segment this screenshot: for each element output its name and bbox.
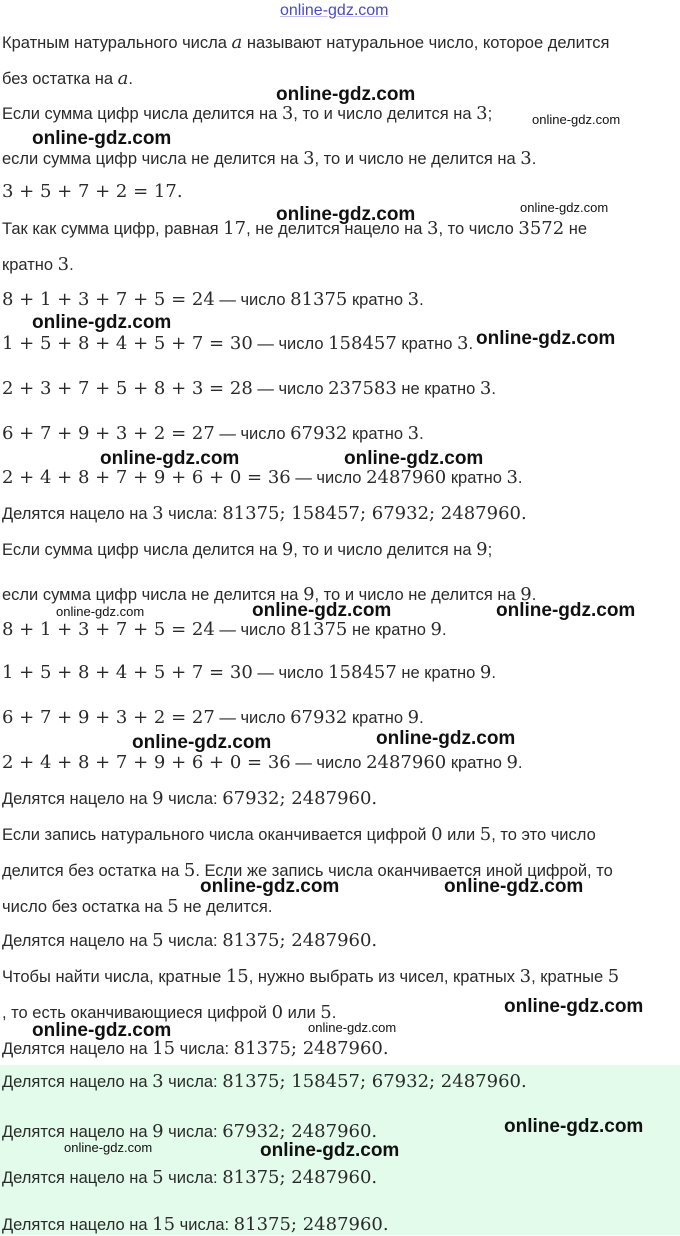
text-span: — число bbox=[214, 291, 291, 309]
text-span: кратно bbox=[347, 709, 408, 727]
math-expression: 3 bbox=[281, 103, 294, 124]
math-expression: 67932; 2487960. bbox=[222, 1121, 378, 1142]
math-expression: 5 bbox=[607, 966, 620, 987]
text-span: число без остатка на bbox=[2, 898, 168, 916]
math-expression: 2 + 4 + 8 + 7 + 9 + 6 + 0 = 36 bbox=[2, 752, 291, 773]
text-span: не делится. bbox=[178, 898, 273, 916]
text-span: Если сумма цифр числа делится на bbox=[2, 105, 282, 123]
watermark-text: online-gdz.com bbox=[504, 996, 644, 1017]
text-span: ; bbox=[487, 541, 493, 559]
solution-line bbox=[2, 148, 678, 170]
math-expression: 81375; 2487960. bbox=[222, 1167, 378, 1188]
math-expression: 6 + 7 + 9 + 3 + 2 = 27 bbox=[2, 707, 215, 728]
math-expression: 3 + 5 + 7 + 2 = 17. bbox=[2, 181, 183, 202]
text-span: , не делится нацело на bbox=[246, 220, 427, 238]
text-span: . bbox=[419, 291, 424, 309]
text-span: . bbox=[441, 621, 447, 639]
text-span: Если сумма цифр числа делится на bbox=[2, 541, 282, 559]
math-expression: 3 bbox=[407, 423, 420, 444]
math-expression: 9 bbox=[520, 584, 532, 605]
math-expression: 3 bbox=[152, 503, 164, 524]
text-span: кратно bbox=[347, 291, 408, 309]
math-expression: 67932; 2487960. bbox=[222, 788, 378, 809]
text-span: Делятся нацело на bbox=[2, 932, 153, 950]
text-span: , то и число не делится на bbox=[314, 150, 521, 168]
watermark-text: online-gdz.com bbox=[496, 600, 636, 621]
text-span: или bbox=[442, 826, 480, 844]
text-span: ; bbox=[487, 105, 493, 123]
text-span: или bbox=[283, 1004, 321, 1022]
solution-line bbox=[2, 378, 678, 400]
solution-line bbox=[2, 619, 678, 641]
math-expression: 5 bbox=[479, 824, 492, 845]
text-span: , то и число не делится на bbox=[314, 586, 521, 604]
math-expression: 9 bbox=[303, 584, 315, 605]
math-expression: 81375; 158457; 67932; 2487960. bbox=[222, 1071, 527, 1092]
math-expression: 8 + 1 + 3 + 7 + 5 = 24 bbox=[2, 289, 215, 310]
solution-line bbox=[2, 662, 678, 684]
math-expression: 3 bbox=[479, 378, 492, 399]
text-span: Так как сумма цифр, равная bbox=[2, 220, 224, 238]
solution-line bbox=[2, 930, 678, 952]
text-span: Делятся нацело на bbox=[2, 1040, 153, 1058]
text-span: Делятся нацело на bbox=[2, 505, 153, 523]
watermark-text: online-gdz.com bbox=[276, 204, 416, 225]
math-expression: 1 + 5 + 8 + 4 + 5 + 7 = 30 bbox=[2, 662, 253, 683]
text-span: кратно bbox=[347, 425, 408, 443]
text-span: не кратно bbox=[396, 380, 480, 398]
text-span: . bbox=[69, 256, 74, 274]
text-span: Делятся нацело на bbox=[2, 1216, 153, 1234]
text-span: кратно bbox=[446, 469, 507, 487]
math-expression: 9 bbox=[407, 707, 420, 728]
text-span: , нужно выбрать из чисел, кратных bbox=[248, 968, 520, 986]
solution-line bbox=[2, 788, 678, 810]
math-expression: 81375; 2487960. bbox=[233, 1214, 389, 1235]
text-span: , то и число делится на bbox=[293, 105, 477, 123]
math-expression: 15 bbox=[152, 1038, 176, 1059]
watermark-text: online-gdz.com bbox=[504, 1116, 644, 1137]
math-expression: 9 bbox=[479, 662, 492, 683]
math-expression: 9 bbox=[152, 1121, 164, 1142]
math-expression: 2 + 3 + 7 + 5 + 8 + 3 = 28 bbox=[2, 378, 253, 399]
math-expression: 81375 bbox=[290, 289, 348, 310]
math-expression: 2487960 bbox=[366, 467, 447, 488]
math-expression: 5 bbox=[152, 1167, 164, 1188]
math-expression: 9 bbox=[506, 752, 518, 773]
math-expression: 3 bbox=[303, 148, 315, 169]
watermark-text: online-gdz.com bbox=[56, 604, 145, 619]
text-span: числа: bbox=[163, 1073, 223, 1091]
text-span: Делятся нацело на bbox=[2, 1123, 153, 1141]
text-span: не кратно bbox=[396, 664, 480, 682]
text-span: , то число bbox=[438, 220, 519, 238]
solution-line bbox=[2, 824, 678, 846]
text-span: . bbox=[531, 150, 537, 168]
text-span: — число bbox=[290, 754, 367, 772]
text-span: , кратные bbox=[531, 968, 608, 986]
watermark-text: online-gdz.com bbox=[344, 448, 484, 469]
text-span: — число bbox=[214, 621, 291, 639]
text-span: числа: bbox=[163, 790, 223, 808]
text-span: . bbox=[517, 469, 523, 487]
math-expression: 81375; 2487960. bbox=[233, 1038, 389, 1059]
watermark-text: online-gdz.com bbox=[280, 2, 389, 19]
text-span: без остатка на bbox=[2, 70, 118, 88]
text-span: , то это число bbox=[491, 826, 596, 844]
text-span: числа: bbox=[163, 505, 223, 523]
math-expression: 1 + 5 + 8 + 4 + 5 + 7 = 30 bbox=[2, 333, 253, 354]
text-span: делится без остатка на bbox=[2, 862, 184, 880]
math-expression: 8 + 1 + 3 + 7 + 5 = 24 bbox=[2, 619, 215, 640]
math-expression: 15 bbox=[225, 966, 249, 987]
text-span: . bbox=[128, 70, 133, 88]
math-expression: 5 bbox=[152, 930, 164, 951]
text-span: числа: bbox=[175, 1216, 234, 1234]
solution-line bbox=[2, 707, 678, 729]
math-expression: 9 bbox=[281, 539, 294, 560]
text-span: , то и число делится на bbox=[293, 541, 477, 559]
text-span: кратно bbox=[2, 256, 58, 274]
text-span: Делятся нацело на bbox=[2, 790, 153, 808]
text-span: — число bbox=[252, 664, 329, 682]
math-expression: 81375; 158457; 67932; 2487960. bbox=[222, 503, 527, 524]
math-expression: 5 bbox=[167, 896, 179, 917]
text-span: . bbox=[419, 425, 424, 443]
solution-line bbox=[2, 539, 678, 561]
solution-line bbox=[2, 423, 678, 445]
watermark-text: online-gdz.com bbox=[32, 128, 172, 149]
math-expression: 3 bbox=[457, 333, 469, 354]
text-span: . bbox=[517, 754, 523, 772]
text-span: . bbox=[419, 709, 424, 727]
text-span: , то есть оканчивающиеся цифрой bbox=[2, 1004, 272, 1022]
solution-line bbox=[2, 32, 678, 54]
math-expression: 9 bbox=[430, 619, 442, 640]
math-expression: 81375 bbox=[290, 619, 348, 640]
text-span: числа: bbox=[163, 1123, 223, 1141]
text-span: . bbox=[531, 586, 537, 604]
math-expression: a bbox=[231, 32, 243, 53]
math-expression: 67932 bbox=[290, 707, 348, 728]
text-span: называют натуральное число, которое делится bbox=[242, 34, 610, 52]
text-span: кратно bbox=[446, 754, 507, 772]
text-span: числа: bbox=[163, 932, 223, 950]
watermark-text: online-gdz.com bbox=[100, 448, 240, 469]
math-expression: 9 bbox=[476, 539, 488, 560]
math-expression: 3572 bbox=[518, 218, 565, 239]
math-expression: 0 bbox=[271, 1002, 284, 1023]
text-span: — число bbox=[290, 469, 367, 487]
text-span: Чтобы найти числа, кратные bbox=[2, 968, 226, 986]
text-span: числа: bbox=[175, 1040, 234, 1058]
text-span: . bbox=[491, 664, 496, 682]
solution-line bbox=[2, 467, 678, 489]
watermark-text: online-gdz.com bbox=[260, 1140, 400, 1161]
math-expression: 3 bbox=[476, 103, 488, 124]
solution-line bbox=[2, 254, 678, 276]
watermark-text: online-gdz.com bbox=[64, 1140, 153, 1155]
math-expression: 0 bbox=[431, 824, 443, 845]
text-span: если сумма цифр числа не делится на bbox=[2, 586, 304, 604]
math-expression: 158457 bbox=[328, 662, 397, 683]
math-expression: 3 bbox=[57, 254, 70, 275]
math-expression: 17 bbox=[223, 218, 247, 239]
text-span: Делятся нацело на bbox=[2, 1073, 153, 1091]
solution-line bbox=[2, 289, 678, 311]
math-expression: 237583 bbox=[328, 378, 397, 399]
watermark-text: online-gdz.com bbox=[276, 84, 416, 105]
math-expression: 3 bbox=[152, 1071, 164, 1092]
text-span: Если запись натурального числа оканчивается цифрой bbox=[2, 826, 432, 844]
math-expression: 3 bbox=[407, 289, 420, 310]
answer-line bbox=[2, 1071, 678, 1093]
watermark-text: online-gdz.com bbox=[200, 876, 340, 897]
text-span: если сумма цифр числа не делится на bbox=[2, 150, 304, 168]
math-expression: 5 bbox=[320, 1002, 332, 1023]
text-span: Делятся нацело на bbox=[2, 1169, 153, 1187]
text-span: не кратно bbox=[347, 621, 431, 639]
math-expression: 3 bbox=[519, 966, 532, 987]
math-expression: a bbox=[117, 68, 129, 89]
math-expression: 2487960 bbox=[366, 752, 447, 773]
text-span: . bbox=[468, 335, 474, 353]
watermark-text: online-gdz.com bbox=[532, 112, 621, 127]
math-expression: 3 bbox=[520, 148, 532, 169]
math-expression: 15 bbox=[152, 1214, 176, 1235]
watermark-text: online-gdz.com bbox=[308, 1020, 397, 1035]
text-span: — число bbox=[252, 380, 329, 398]
text-span: числа: bbox=[163, 1169, 223, 1187]
solution-line bbox=[2, 752, 678, 774]
solution-line bbox=[2, 503, 678, 525]
solution-line bbox=[2, 896, 678, 918]
watermark-text: online-gdz.com bbox=[32, 1020, 172, 1041]
math-expression: 67932 bbox=[290, 423, 348, 444]
math-expression: 81375; 2487960. bbox=[222, 930, 378, 951]
solution-line bbox=[2, 966, 678, 988]
text-span: — число bbox=[252, 335, 329, 353]
watermark-text: online-gdz.com bbox=[520, 200, 609, 215]
watermark-text: online-gdz.com bbox=[376, 728, 516, 749]
math-expression: 3 bbox=[506, 467, 518, 488]
watermark-text: online-gdz.com bbox=[476, 328, 616, 349]
text-span: . bbox=[491, 380, 496, 398]
watermark-text: online-gdz.com bbox=[444, 876, 584, 897]
math-expression: 2 + 4 + 8 + 7 + 9 + 6 + 0 = 36 bbox=[2, 467, 291, 488]
answer-line bbox=[2, 1167, 678, 1189]
text-span: Кратным натурального числа bbox=[2, 34, 232, 52]
watermark-text: online-gdz.com bbox=[32, 312, 172, 333]
math-expression: 3 bbox=[426, 218, 439, 239]
math-expression: 158457 bbox=[328, 333, 397, 354]
math-expression: 6 + 7 + 9 + 3 + 2 = 27 bbox=[2, 423, 215, 444]
watermark-text: online-gdz.com bbox=[252, 600, 392, 621]
text-span: кратно bbox=[396, 335, 458, 353]
text-span: — число bbox=[214, 709, 291, 727]
answer-line bbox=[2, 1214, 678, 1236]
math-expression: 9 bbox=[152, 788, 164, 809]
text-span: — число bbox=[214, 425, 291, 443]
text-span: . bbox=[331, 1004, 337, 1022]
text-span: не bbox=[564, 220, 588, 238]
text-span: . Если же запись числа оканчивается иной цифрой, то bbox=[195, 862, 613, 880]
math-expression: 5 bbox=[183, 860, 196, 881]
watermark-text: online-gdz.com bbox=[132, 732, 272, 753]
